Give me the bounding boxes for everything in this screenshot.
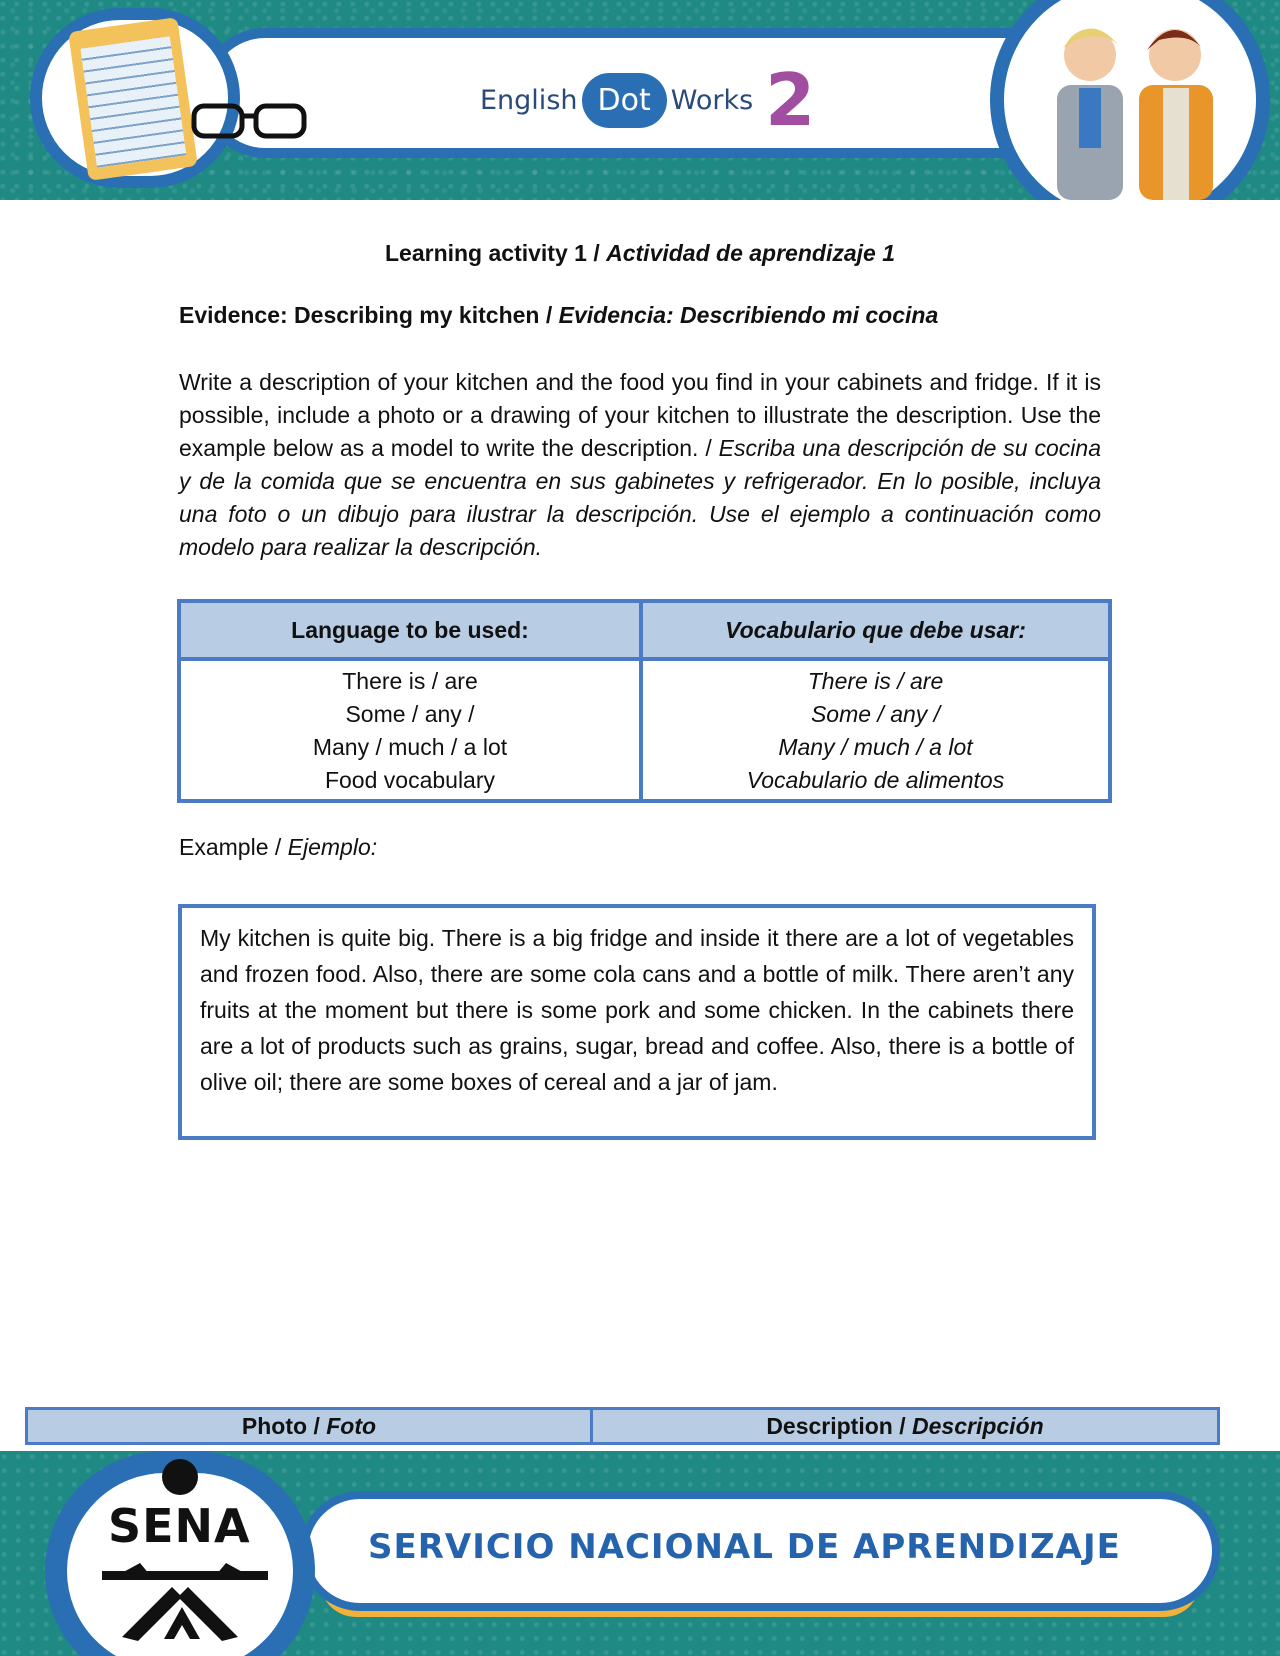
clipboard-icon [68,17,198,181]
header-banner [0,0,1280,200]
example-label [179,834,377,861]
language-table-header-row [179,601,1110,659]
photo-table-header-row [27,1409,1219,1444]
vocab-item: Some / any / [810,701,941,727]
glasses-icon [190,100,320,140]
example-label-es: Ejemplo: [287,834,378,860]
language-col-en [179,659,641,801]
sena-logo-word: SENA [108,1499,251,1553]
instructions-es: Escriba una descripción de su cocina y de la comida que se encuentra en sus gabinetes y refrigerador. En lo posible, incluya una foto o un dibujo para ilustrar la descripción. Use el ejemplo a continuación como modelo para realizar la descripción. [179,435,1101,560]
example-label-en: Example / [179,834,288,860]
language-item: Some / any / [345,701,475,727]
example-text-box [178,904,1096,1140]
vocab-item: Many / much / a lot [778,734,973,760]
org-name: SERVICIO NACIONAL DE APRENDIZAJE [368,1527,1121,1567]
photo-description-table [25,1407,1220,1445]
language-header-es: Vocabulario que debe usar: [641,601,1110,659]
evidence-en: Evidence: Describing my kitchen / [179,302,559,328]
language-item: There is / are [342,668,478,694]
photo-header [27,1409,592,1444]
title-es: Actividad de aprendizaje 1 [606,240,895,266]
title-en: Learning activity 1 / [384,240,607,266]
english-dot-works-logo [480,60,815,140]
vocab-item: There is / are [807,668,944,694]
evidence-es: Evidencia: Describiendo mi cocina [558,302,939,328]
sena-logo-icon [98,1459,278,1649]
language-item: Food vocabulary [324,767,496,793]
instructions-en: Write a description of your kitchen and the food you find in your cabinets and fridge. If it is possible, include a photo or a drawing of your kitchen to illustrate the description. Use the example below as a model to write the description. / [179,369,1101,461]
logo-word-english: English [480,84,578,116]
description-header-en: Description / [766,1412,913,1439]
language-item: Many / much / a lot [312,734,508,760]
photo-header-es: Foto [326,1412,377,1439]
students-illustration [1035,10,1245,200]
footer-banner [0,1451,1280,1656]
photo-header-en: Photo / [241,1412,327,1439]
language-table-body-row [179,659,1110,801]
language-header-en: Language to be used: [179,601,641,659]
language-table [177,599,1112,803]
vocab-item: Vocabulario de alimentos [746,767,1005,793]
description-header [592,1409,1219,1444]
logo-word-dot: Dot [582,73,667,128]
example-text: My kitchen is quite big. There is a big fridge and inside it there are a lot of vegetables and frozen food. Also, there are some cola cans and a bottle of milk. There aren’t any fruits at the moment but there is some pork and some chicken. In the cabinets there are a lot of products such as grains, sugar, bread and coffee. Also, there is a bottle of olive oil; there are some boxes of cereal and a jar of jam. [200,925,1074,1095]
evidence-heading [179,302,1101,329]
logo-number: 2 [765,58,816,142]
page-title [0,240,1280,267]
description-header-es: Descripción [912,1412,1044,1439]
instructions-paragraph [179,366,1101,564]
logo-word-works: Works [670,84,754,116]
language-col-es [641,659,1110,801]
